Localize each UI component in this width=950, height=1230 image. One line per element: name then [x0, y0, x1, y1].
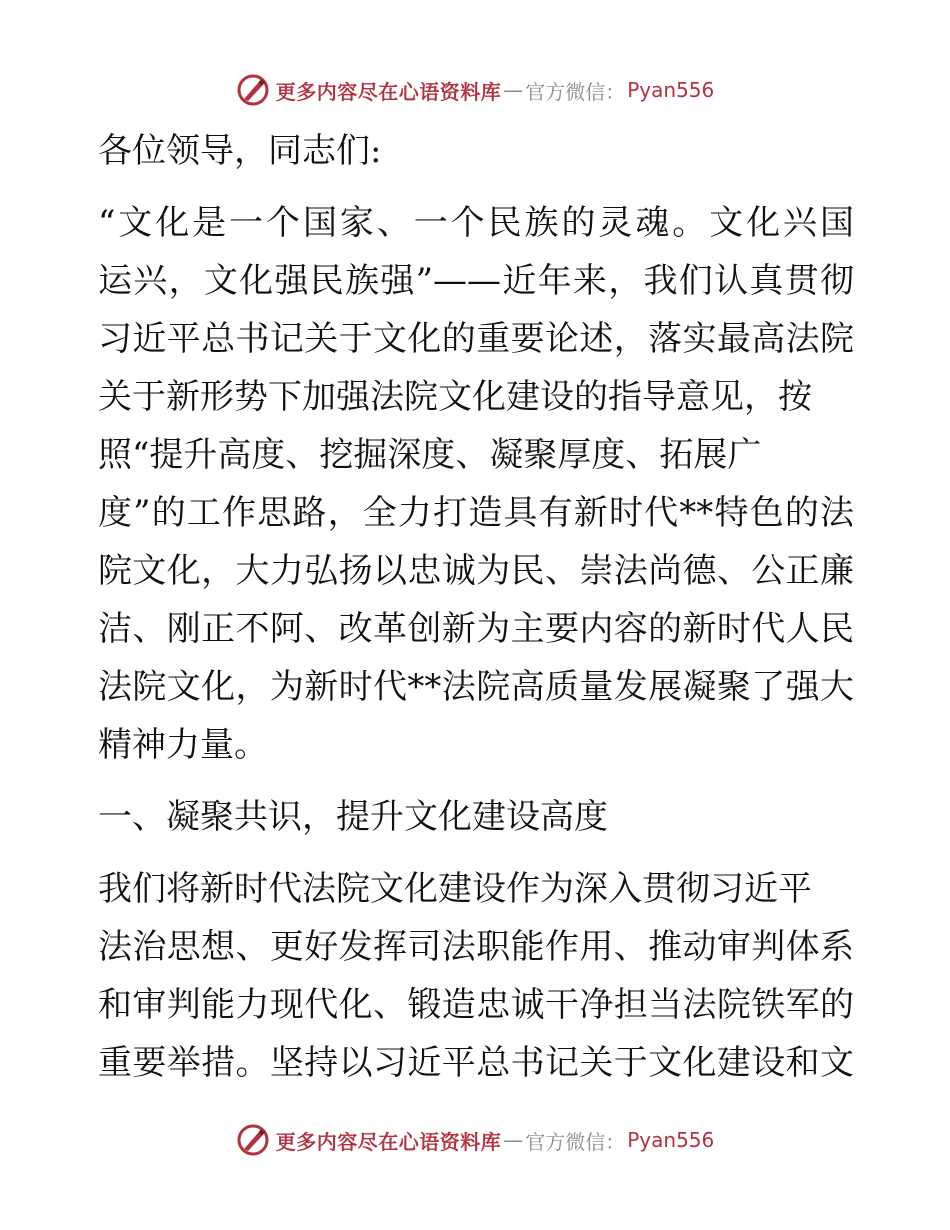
paragraph-line: 习近平总书记关于文化的重要论述，落实最高法院: [98, 319, 854, 359]
paragraph-line: 关于新形势下加强法院文化建设的指导意见，按: [98, 377, 812, 417]
greeting: 各位领导，同志们:: [98, 131, 382, 171]
document-body: [98, 122, 854, 1092]
footer-watermark: [0, 1120, 950, 1160]
watermark-separator: —: [503, 78, 524, 102]
watermark-site-text: 更多内容尽在心语资料库: [275, 79, 502, 104]
pen-logo-icon: [236, 1123, 270, 1157]
paragraph-line: 院文化，大力弘扬以忠诚为民、崇法尚德、公正廉: [98, 551, 854, 591]
paragraph-line: 运兴，文化强民族强”——近年来，我们认真贯彻: [98, 261, 854, 301]
paragraph-line: 和审判能力现代化、锻造忠诚干净担当法院铁军的: [98, 985, 854, 1025]
paragraph-line: 法治思想、更好发挥司法职能作用、推动审判体系: [98, 927, 854, 967]
watermark-separator: —: [503, 1128, 524, 1152]
paragraph-1: [98, 194, 854, 774]
paragraph-line: 照“提升高度、挖掘深度、凝聚厚度、拓展广: [98, 435, 762, 475]
paragraph-line: 精神力量。: [98, 725, 268, 765]
header-watermark: [0, 70, 950, 110]
watermark-official-label: 官方微信：: [525, 1129, 626, 1154]
watermark-wechat-id: Pyan556: [627, 1128, 715, 1152]
paragraph-2: [98, 860, 854, 1092]
watermark-official-label: 官方微信：: [525, 79, 626, 104]
paragraph-line: “文化是一个国家、一个民族的灵魂。文化兴国: [98, 203, 854, 243]
pen-logo-icon: [236, 73, 270, 107]
paragraph-line: 度”的工作思路，全力打造具有新时代**特色的法: [98, 493, 854, 533]
paragraph-line: 法院文化，为新时代**法院高质量发展凝聚了强大: [98, 667, 854, 707]
section-heading-1: 一、凝聚共识，提升文化建设高度: [98, 797, 608, 837]
watermark-site-text: 更多内容尽在心语资料库: [275, 1129, 502, 1154]
paragraph-line: 洁、刚正不阿、改革创新为主要内容的新时代人民: [98, 609, 854, 649]
watermark-wechat-id: Pyan556: [627, 78, 715, 102]
paragraph-line: 重要举措。坚持以习近平总书记关于文化建设和文: [98, 1043, 854, 1083]
paragraph-line: 我们将新时代法院文化建设作为深入贯彻习近平: [98, 869, 812, 909]
